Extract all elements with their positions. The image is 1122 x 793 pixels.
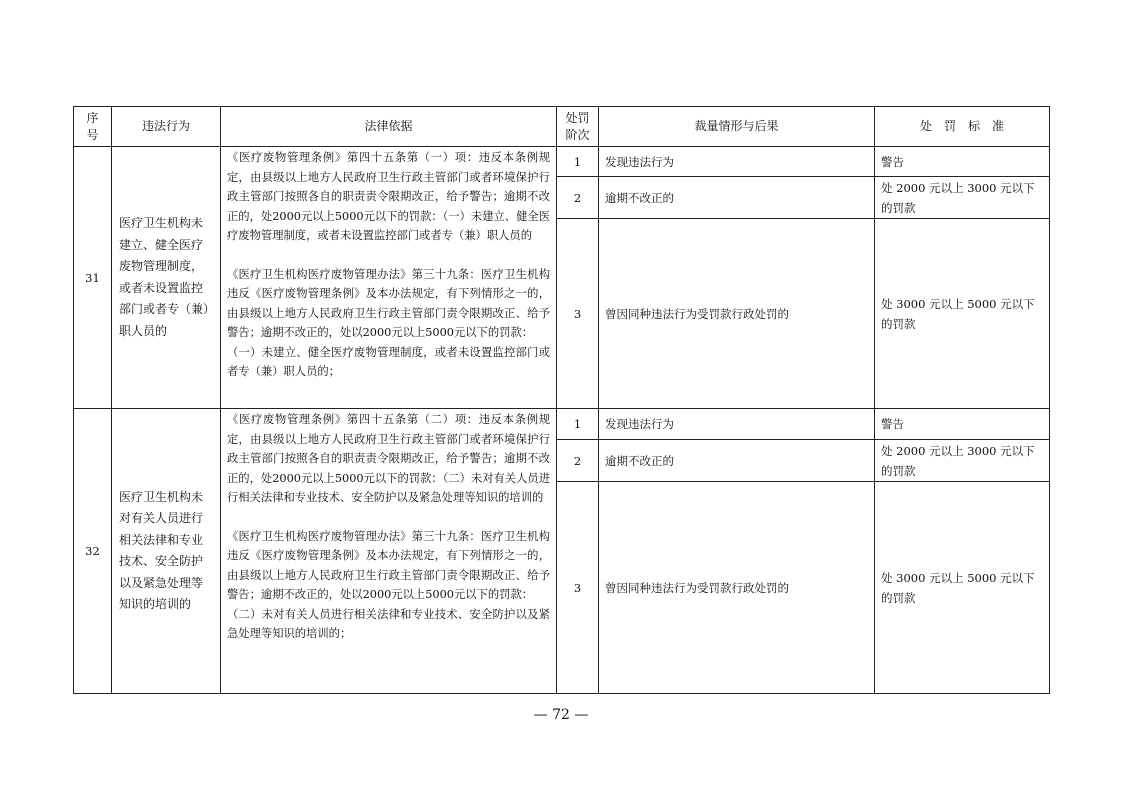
header-standard: 处 罚 标 准 (875, 107, 1050, 147)
stage-number: 2 (557, 440, 599, 482)
stage-number: 2 (557, 177, 599, 219)
table-row (74, 409, 1050, 440)
standard-cell: 处 2000 元以上 3000 元以下的罚款 (875, 440, 1050, 482)
circumstance-cell: 发现违法行为 (599, 409, 875, 440)
row-number: 31 (74, 147, 112, 409)
circumstance-cell: 发现违法行为 (599, 147, 875, 177)
violation-act: 医疗卫生机构未对有关人员进行相关法律和专业技术、安全防护以及紧急处理等知识的培训的 (112, 409, 221, 694)
circumstance-cell: 曾因同种违法行为受罚款行政处罚的 (599, 482, 875, 694)
table-header-row (74, 107, 1050, 147)
stage-number: 3 (557, 482, 599, 694)
header-stage: 处罚 阶次 (557, 107, 599, 147)
page-number: — 72 — (533, 707, 589, 723)
stage-number: 3 (557, 219, 599, 409)
legal-basis-regulation: 《医疗废物管理条例》第四十五条第（二）项：违反本条例规定，由县级以上地方人民政府卫生行政主管部门或者环境保护行政主管部门按照各自的职责责令限期改正，给予警告；逾期不改正的，处2000元以上5000元以下的罚款：（二）未对有关人员进行相关法律和专业技术、安全防护以及紧急处理等知识的培训的 (227, 413, 550, 504)
table-row (74, 147, 1050, 177)
legal-basis-measures: 《医疗卫生机构医疗废物管理办法》第三十九条：医疗卫生机构违反《医疗废物管理条例》及本办法规定，有下列情形之一的，由县级以上地方人民政府卫生行政主管部门责令限期改正、给予警告；逾期不改正的，处以2000元以上5000元以下的罚款： （一）未建立、健全医疗废物管理制度，或者未设置监控部门或者专（兼）职人员的； (227, 267, 550, 378)
legal-basis (221, 147, 557, 409)
legal-basis-regulation: 《医疗废物管理条例》第四十五条第（一）项：违反本条例规定，由县级以上地方人民政府卫生行政主管部门或者环境保护行政主管部门按照各自的职责责令限期改正，给予警告；逾期不改正的，处2000元以上5000元以下的罚款：（一）未建立、健全医疗废物管理制度，或者未设置监控部门或者专（兼）职人员的 (227, 151, 550, 242)
standard-cell: 警告 (875, 147, 1050, 177)
header-law: 法律依据 (221, 107, 557, 147)
legal-basis (221, 409, 557, 694)
header-no: 序 号 (74, 107, 112, 147)
row-number: 32 (74, 409, 112, 694)
circumstance-cell: 曾因同种违法行为受罚款行政处罚的 (599, 219, 875, 409)
stage-number: 1 (557, 147, 599, 177)
stage-number: 1 (557, 409, 599, 440)
standard-cell: 处 3000 元以上 5000 元以下的罚款 (875, 482, 1050, 694)
violation-act: 医疗卫生机构未建立、健全医疗废物管理制度，或者未设置监控部门或者专（兼）职人员的 (112, 147, 221, 409)
circumstance-cell: 逾期不改正的 (599, 177, 875, 219)
standard-cell: 警告 (875, 409, 1050, 440)
circumstance-cell: 逾期不改正的 (599, 440, 875, 482)
legal-basis-measures: 《医疗卫生机构医疗废物管理办法》第三十九条：医疗卫生机构违反《医疗废物管理条例》及本办法规定，有下列情形之一的，由县级以上地方人民政府卫生行政主管部门责令限期改正、给予警告；逾期不改正的，处以2000元以上5000元以下的罚款： （二）未对有关人员进行相关法律和专业技术、安全防护以及紧急处理等知识的培训的； (227, 529, 550, 640)
standard-cell: 处 3000 元以上 5000 元以下的罚款 (875, 219, 1050, 409)
header-circumstance: 裁量情形与后果 (599, 107, 875, 147)
standard-cell: 处 2000 元以上 3000 元以下的罚款 (875, 177, 1050, 219)
regulation-table (73, 106, 1050, 694)
header-act: 违法行为 (112, 107, 221, 147)
